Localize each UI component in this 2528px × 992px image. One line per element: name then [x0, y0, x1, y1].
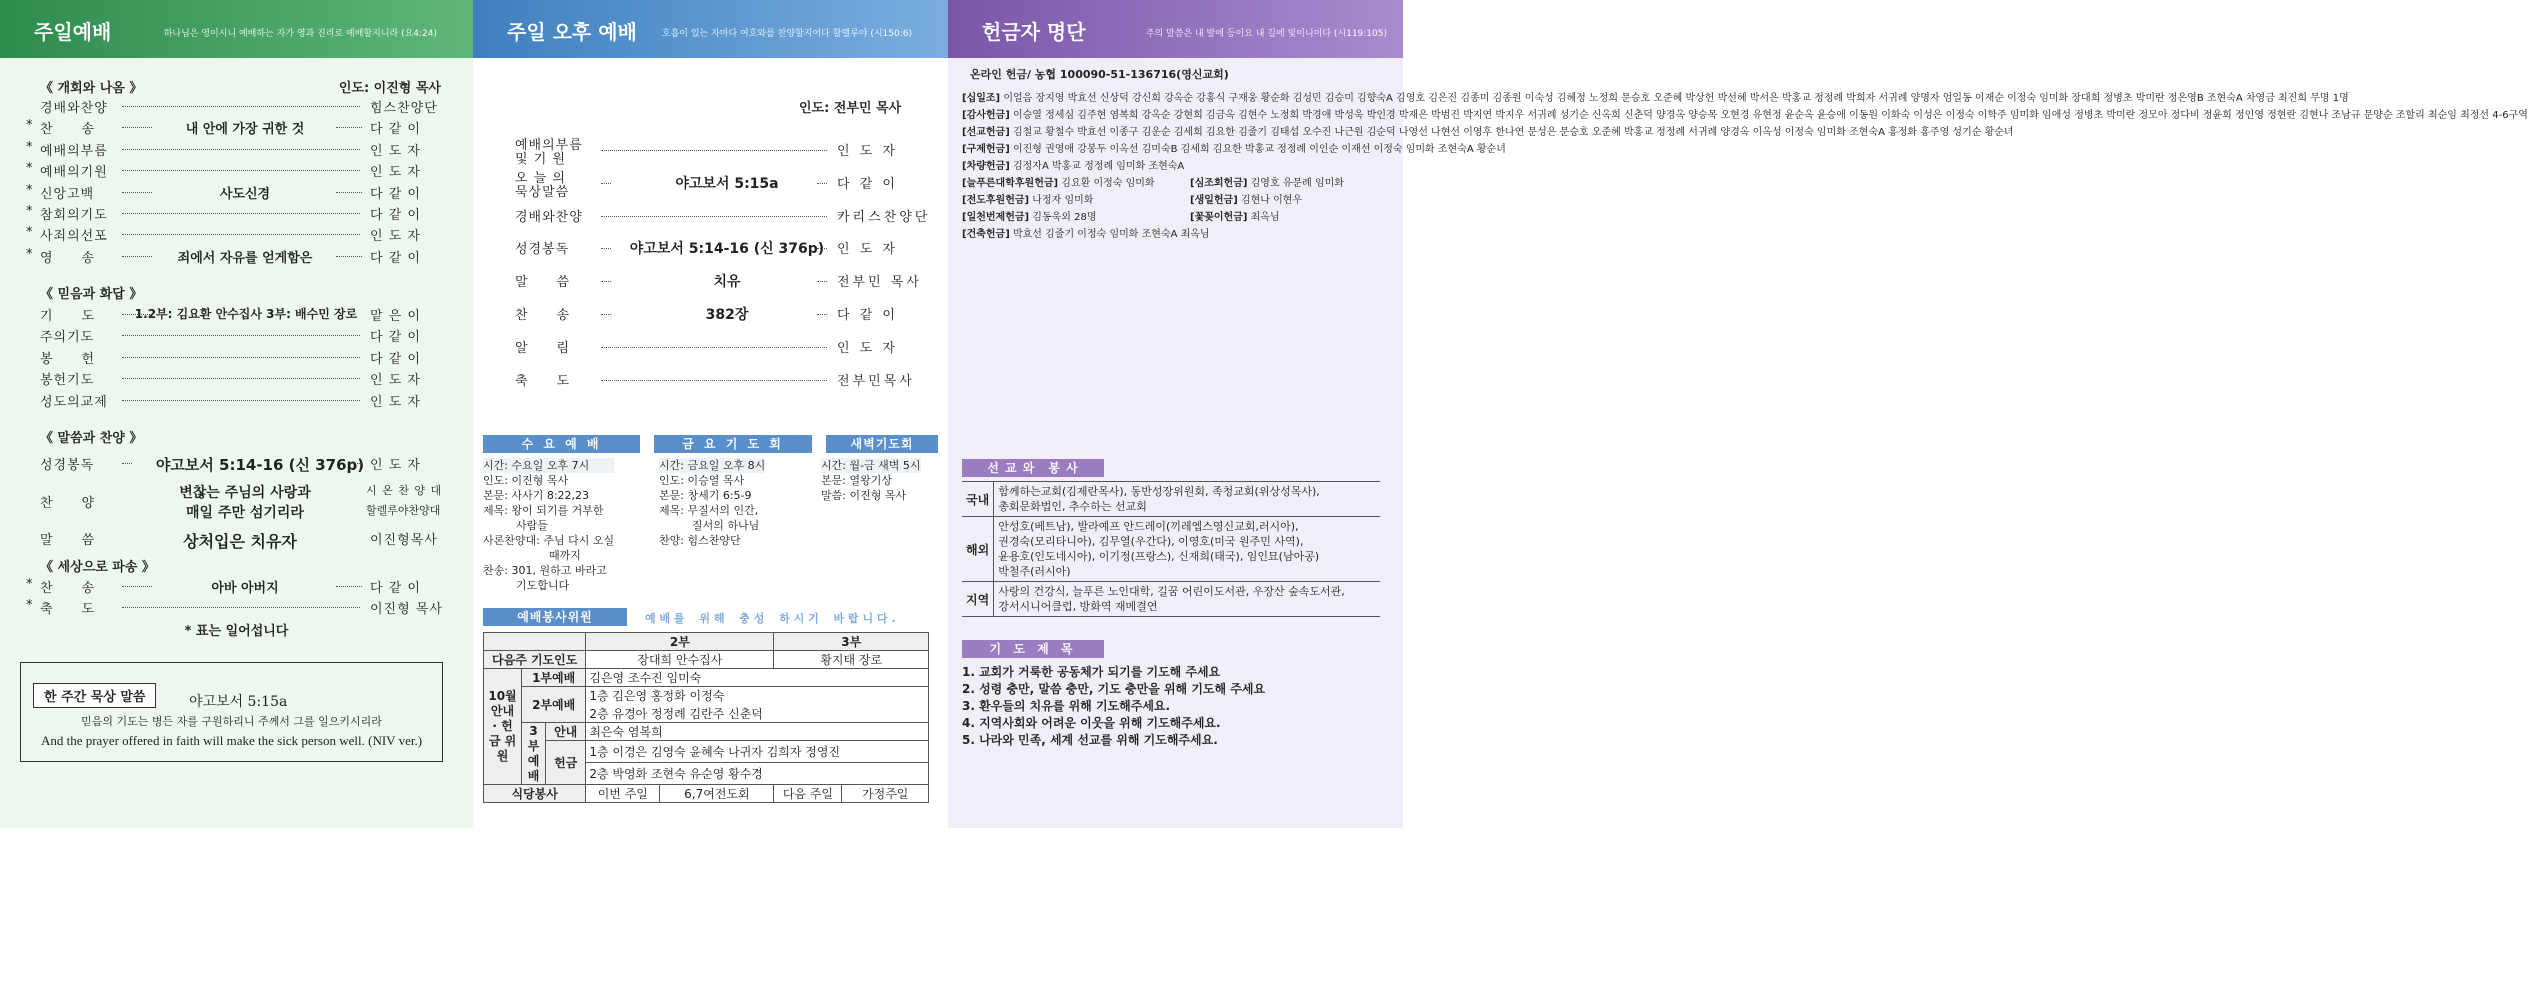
- kitchen-next-week-label: 다음 주일: [774, 785, 842, 802]
- second-service-ushers-1f: 1층 김은영 홍정화 이정숙: [586, 687, 929, 705]
- meditation-reference: 야고보서 5:15a: [189, 694, 288, 710]
- section-sending-title: 《 세상으로 파송 》: [40, 560, 155, 575]
- order-row-anthem: [40, 482, 442, 522]
- dotted-leader: [122, 335, 360, 336]
- donor-category-label: [건축헌금]: [962, 229, 1010, 240]
- order-performer: 다 같 이: [370, 186, 421, 202]
- order-performer: 카리스찬양단: [837, 209, 931, 225]
- detail-line: 본문: 사사기 8:22,23: [483, 489, 590, 502]
- order-row: [26, 204, 442, 223]
- dotted-leader: [122, 106, 360, 107]
- donor-category: [962, 175, 1390, 192]
- dotted-leader: [601, 380, 827, 381]
- afternoon-order-row: [515, 236, 915, 262]
- order-label: 봉 헌: [40, 351, 96, 367]
- donor-category-label: [심조회헌금]: [1190, 178, 1248, 189]
- detail-line: 시간: 금요일 오후 8시: [659, 459, 766, 472]
- wednesday-worship-header: 수 요 예 배: [483, 435, 640, 453]
- detail-line: 말씀: 이진형 목사: [821, 489, 907, 502]
- order-content: 내 안에 가장 귀한 것: [185, 122, 305, 138]
- friday-prayer-header: 금 요 기 도 회: [654, 435, 812, 453]
- order-row: [26, 577, 442, 596]
- order-performer: 다 같 이: [837, 176, 898, 192]
- guide-members: 최은숙 염복희: [586, 723, 929, 741]
- donor-category: [962, 192, 1390, 209]
- service-slogan: 예 배 를 위 해 충 성 하 시 기 바 랍 니 다 .: [645, 612, 896, 625]
- donor-names: 김요환 이정숙 임미화: [1061, 178, 1155, 189]
- donor-list-header: [948, 0, 1403, 58]
- prayer-topic: 1. 교회가 거룩한 공동체가 되기를 기도해 주세요: [962, 665, 1221, 679]
- afternoon-order-row: [515, 302, 915, 328]
- donor-category-label: [구제헌금]: [962, 144, 1010, 155]
- table-header-3rd: 3부: [774, 633, 929, 651]
- dotted-leader: [817, 314, 827, 315]
- order-row: [26, 161, 442, 181]
- mission-service-header: 선 교 와 봉 사: [962, 459, 1104, 477]
- detail-line: 찬양: 힘스찬양단: [659, 534, 741, 547]
- donor-category-2: [1190, 192, 1302, 209]
- order-performer: 다 같 이: [370, 330, 421, 346]
- order-row: [40, 348, 442, 366]
- donor-list-column: [948, 0, 2528, 828]
- order-performer-1: 시 온 찬 양 대: [366, 484, 443, 497]
- dotted-leader: [122, 256, 152, 257]
- detail-line: 질서의 하나님: [659, 519, 760, 532]
- order-performer: 인 도 자: [370, 373, 421, 389]
- order-content: 상처입은 치유자: [183, 532, 297, 551]
- order-performer: 이진형 목사: [370, 602, 443, 618]
- order-label: 경배와찬양: [515, 209, 583, 225]
- order-performer: 힘스찬양단: [370, 101, 438, 116]
- order-content: 죄에서 자유를 얻게함은: [177, 250, 313, 266]
- order-content: 야고보서 5:14-16 (신 376p): [629, 241, 825, 258]
- standing-note: * 표는 일어섭니다: [184, 624, 289, 639]
- mission-line: 안성호(베트남), 발라예프 안드레이(끼레엡스영신교회,러시아),: [998, 520, 1299, 533]
- detail-line: 본문: 창세기 6:5-9: [659, 489, 752, 502]
- friday-prayer-details: [659, 458, 765, 548]
- online-offering-account: 온라인 헌금/ 농협 100090-51-136716(영신교회): [970, 68, 1229, 81]
- order-row: [40, 326, 442, 344]
- sunday-worship-header: [0, 0, 473, 58]
- dotted-leader: [122, 607, 360, 608]
- mission-row: [962, 517, 1380, 582]
- donor-category-2: [1190, 209, 1280, 226]
- donor-category-label: [차량헌금]: [962, 161, 1010, 172]
- order-label: 봉헌기도: [40, 373, 95, 389]
- order-label: 주의기도: [40, 330, 95, 346]
- dotted-leader: [122, 149, 360, 150]
- order-content-1: 변찮는 주님의 사랑과: [179, 485, 311, 501]
- dawn-prayer-details: [821, 458, 921, 503]
- stand-marker: *: [26, 577, 33, 592]
- guide-label: 안내: [546, 723, 586, 741]
- weekly-meditation-box: [20, 662, 443, 762]
- dotted-leader: [122, 357, 360, 358]
- order-performer: 전부민목사: [837, 373, 915, 389]
- order-label: 찬 송: [40, 122, 96, 138]
- donor-category: [962, 141, 1506, 158]
- donor-list: [962, 90, 2528, 243]
- order-row-scripture: [40, 454, 442, 472]
- donor-names: 나정자 임미화: [1032, 195, 1094, 206]
- mission-line: 윤용호(인도네시아), 이기정(프랑스), 신재희(태국), 임인묘(남아공): [998, 550, 1320, 563]
- order-label: 알 림: [515, 340, 571, 356]
- order-label: 성경봉독: [40, 458, 95, 473]
- order-label: 기 도: [40, 309, 96, 324]
- stand-marker: *: [26, 246, 33, 262]
- sunday-worship-verse: 하나님은 영이시니 예배하는 자가 영과 진리로 예배할지니라 (요4:24): [163, 29, 437, 39]
- third-service-label: 3부 예배: [522, 723, 546, 785]
- october-ushers-label: 10월 안내 · 헌금 위원: [484, 669, 522, 785]
- kitchen-this-week-label: 이번 주일: [586, 785, 660, 802]
- kitchen-this-week: 6,7여전도회: [684, 787, 750, 801]
- opening-leader: 인도: 이진형 목사: [338, 81, 441, 96]
- section-word-title: 《 말씀과 찬양 》: [40, 431, 143, 446]
- donor-category-label: [생일헌금]: [1190, 195, 1238, 206]
- next-prayer-3rd: 황지태 장로: [774, 651, 929, 669]
- order-row: [40, 305, 442, 323]
- mission-label: 국내: [962, 482, 994, 517]
- detail-line: 인도: 이진형 목사: [483, 474, 569, 487]
- donor-category-2: [1190, 175, 1344, 192]
- order-performer: 다 같 이: [370, 581, 421, 596]
- donor-names: 김철교 황철수 박효선 이종구 김운순 김세희 김요한 김줄기 김태섭 오수진 나근원 김순덕 나영선 나현선 이영후 한나연 문성은 문승호 오준혜 박홍교 정정례 서귀례 양경옥 이옥성 이정숙 임미화 조현숙A 홍정화 홍주영 성기순 황순녀: [1012, 127, 2014, 138]
- order-label: 참회의기도: [40, 208, 108, 223]
- order-performer: 인 도 자: [837, 242, 898, 258]
- order-label: 성경봉독: [515, 242, 570, 258]
- section-opening-title: 《 개회와 나옴 》: [40, 81, 143, 96]
- donor-category: [962, 107, 2528, 124]
- detail-line: 찬송: 301, 원하고 바라고: [483, 564, 607, 577]
- order-row: [40, 369, 442, 387]
- afternoon-worship-title: 주일 오후 예배: [507, 20, 637, 44]
- dotted-leader: [601, 216, 827, 217]
- order-label: 예배의부름: [40, 143, 108, 159]
- donor-names: 김동욱외 28명: [1032, 212, 1097, 223]
- detail-line: 시간: 수요일 오후 7시: [483, 458, 614, 473]
- order-row: [26, 598, 443, 618]
- afternoon-worship-header: [473, 0, 948, 58]
- dotted-leader: [122, 213, 360, 214]
- order-content: 야고보서 5:15a: [675, 175, 779, 192]
- mission-line: 사랑의 건강식, 늘푸른 노인대학, 길꿈 어린이도서관, 우장산 숲속도서관,: [998, 585, 1345, 598]
- second-service-label: 2부예배: [522, 687, 586, 723]
- order-performer: 이진형목사: [370, 533, 438, 548]
- prayer-topics-list: [962, 664, 1265, 749]
- mission-table: [962, 481, 1380, 617]
- dotted-leader: [601, 347, 827, 348]
- donor-category-label: [감사헌금]: [962, 110, 1010, 121]
- stand-marker: *: [26, 161, 33, 177]
- prayer-topic: 3. 환우들의 치유를 위해 기도해주세요.: [962, 699, 1171, 713]
- order-label: 찬 송: [40, 581, 96, 596]
- donor-category: [962, 124, 2014, 141]
- order-performer: 인 도 자: [370, 143, 421, 159]
- dotted-leader: [601, 150, 827, 151]
- order-row: [26, 182, 442, 202]
- order-label: 예배의부름: [515, 138, 583, 153]
- afternoon-order-row: [515, 170, 915, 200]
- first-service-label: 1부예배: [522, 669, 586, 687]
- stand-marker: *: [26, 204, 33, 219]
- mission-line: 총회문화법인, 추수하는 선교회: [998, 500, 1147, 513]
- offering-members-1f: 1층 이경은 김영숙 윤혜숙 나귀자 김희자 정영진: [586, 741, 929, 763]
- detail-line: 인도: 이승열 목사: [659, 474, 745, 487]
- order-performer: 다 같 이: [370, 208, 421, 223]
- dotted-leader: [817, 183, 827, 184]
- order-performer: 전부민 목사: [837, 275, 922, 291]
- prayer-topics-header: 기 도 제 목: [962, 640, 1104, 658]
- mission-content: [994, 582, 1380, 617]
- dawn-prayer-header: 새벽기도회: [826, 435, 938, 453]
- order-performer: 다 같 이: [837, 308, 898, 323]
- next-prayer-label: 다음주 기도인도: [484, 651, 586, 669]
- dotted-leader: [122, 127, 152, 128]
- dotted-leader: [817, 248, 827, 249]
- detail-line: 제목: 무질서의 인간,: [659, 504, 759, 517]
- mission-line: 권경숙(모리타니아), 김무열(우간다), 이영호(미국 원주민 사역),: [998, 535, 1304, 548]
- kitchen-next-week: 가정주일: [862, 787, 909, 801]
- stand-marker: *: [26, 225, 33, 241]
- afternoon-worship-verse: 호흡이 있는 자마다 여호와를 찬양할지어다 할렐루야 (시150:6): [661, 29, 912, 39]
- donor-category-label: [늘푸른대학후원헌금]: [962, 178, 1059, 189]
- mission-label: 지역: [962, 582, 994, 617]
- meditation-korean: 믿음의 기도는 병든 자를 구원하리니 주께서 그를 일으키시리라: [81, 715, 382, 728]
- order-performer: 인 도 자: [837, 144, 898, 159]
- order-content: 사도신경: [219, 186, 271, 202]
- dotted-leader: [601, 183, 611, 184]
- donor-list-verse: 주의 말씀은 내 발에 등이요 내 길에 빛이니이다 (시119:105): [1145, 29, 1387, 39]
- order-row-sermon: [40, 529, 442, 551]
- donor-category: [962, 90, 2349, 107]
- second-service-ushers-2f: 2층 유경아 정정례 김란주 신춘덕: [586, 705, 929, 723]
- dotted-leader: [336, 192, 362, 193]
- dotted-leader: [601, 314, 611, 315]
- mission-line: 함께하는교회(김제란목사), 동반성장위원회, 족청교회(위상성목사),: [998, 485, 1320, 498]
- prayer-topic: 5. 나라와 민족, 세계 선교를 위해 기도해주세요.: [962, 733, 1218, 747]
- order-label: 찬 양: [40, 496, 96, 511]
- order-label: 말 씀: [515, 275, 571, 291]
- stand-marker: *: [26, 598, 33, 614]
- order-row: [26, 225, 442, 245]
- prayer-topic: 4. 지역사회와 어려운 이웃을 위해 기도해주세요.: [962, 716, 1221, 730]
- meditation-english: And the prayer offered in faith will make the sick person well. (NIV ver.): [40, 733, 423, 748]
- donor-category: [962, 226, 1390, 243]
- afternoon-order-row: [515, 335, 915, 361]
- sunday-worship-title: 주일예배: [34, 20, 112, 44]
- order-label: 말 씀: [40, 533, 96, 548]
- mission-content: [994, 517, 1380, 582]
- order-content: 382장: [705, 307, 749, 323]
- dotted-leader: [601, 281, 611, 282]
- order-label: 성도의교제: [40, 394, 108, 410]
- stand-marker: *: [26, 139, 33, 155]
- donor-names: 김영호 유문례 임미화: [1250, 178, 1344, 189]
- donor-names: 최옥님: [1250, 212, 1280, 223]
- order-sub-label: 및 기 원: [515, 152, 566, 167]
- order-sub-label: 묵상말씀: [515, 184, 570, 200]
- table-header-2nd: 2부: [586, 633, 774, 651]
- order-performer: 다 같 이: [370, 250, 421, 266]
- afternoon-worship-column: [473, 0, 948, 828]
- sunday-worship-column: [0, 0, 473, 828]
- stand-marker: *: [26, 118, 33, 134]
- order-performer: 인 도 자: [370, 394, 421, 410]
- detail-line: 본문: 열왕기상: [821, 474, 892, 487]
- detail-line: 사론찬양대: 주님 다시 오실: [483, 534, 615, 547]
- donor-names: 박효선 김줄기 이정숙 임미화 조현숙A 최옥님: [1012, 229, 1210, 240]
- afternoon-order-row: [515, 368, 915, 394]
- donor-category-label: [전도후원헌금]: [962, 195, 1030, 206]
- first-service-ushers: 김은영 조수진 임미숙: [586, 669, 929, 687]
- section-faith-title: 《 믿음과 화답 》: [40, 287, 143, 302]
- order-label: 오 늘 의: [515, 170, 566, 186]
- meditation-title: 한 주간 묵상 말씀: [33, 683, 156, 708]
- donor-category: [962, 158, 1390, 175]
- donor-category-label: [일천번제헌금]: [962, 212, 1030, 223]
- order-performer: 인 도 자: [370, 229, 421, 245]
- order-row: [26, 139, 442, 159]
- mission-row: [962, 482, 1380, 517]
- mission-line: 강서시니어클럽, 방화역 재메결연: [998, 600, 1158, 613]
- afternoon-leader: 인도: 전부민 목사: [799, 101, 902, 116]
- order-performer: 다 같 이: [370, 351, 421, 367]
- order-row: [26, 246, 442, 266]
- dotted-leader: [122, 586, 152, 587]
- order-label: 예배의기원: [40, 165, 108, 181]
- donor-names: 이얼음 장지영 박효선 신상덕 강신희 강옥순 강홍식 구재웅 황순화 김성민 김승미 김향숙A 김영호 김은진 김종미 김종원 이숙성 김혜정 노정희 문승호 오준혜 박상헌 박선혜 박서은 박홍교 정정례 박희자 서귀례 양명자 엄일동 이재순 이정숙 임미화 장대희 정병초 박미란 정은영B 조현숙A 차영금 최진희 무명 1명: [1003, 93, 2349, 104]
- donor-category-label: [선교헌금]: [962, 127, 1010, 138]
- detail-line: 기도합니다: [483, 579, 570, 592]
- next-prayer-2nd: 장대희 안수집사: [586, 651, 774, 669]
- order-performer: 맡 은 이: [370, 309, 421, 324]
- stand-marker: *: [26, 182, 33, 198]
- order-row: [40, 97, 442, 115]
- detail-line: 사람들: [483, 519, 548, 532]
- dotted-leader: [122, 400, 360, 401]
- donor-names: 김정자A 박홍교 정정례 임미화 조현숙A: [1012, 161, 1185, 172]
- order-performer: 인 도 자: [837, 340, 898, 356]
- service-committee-header: 예배봉사위원: [483, 608, 627, 626]
- detail-line: 시간: 월-금 새벽 5시: [821, 459, 921, 472]
- donor-names: 이승열 정세심 김주현 염복희 강옥순 강현희 김금옥 김현수 노정희 박경애 박성욱 박인경 박재은 박범진 박지연 박지우 서귀례 성기순 신옥희 신춘덕 양경옥 양승목 오현경 유현정 윤순옥 윤승애 이동원 이화숙 이성은 이정숙 이학주 임미화 임애성 정병초 박미란 정모아 정다비 정윤희 정인영 정현란 김현나 조남규 문양순 조할리 최순임 최정선 4-6구역: [1012, 110, 2528, 121]
- mission-line: 박철주(러시아): [998, 565, 1071, 578]
- service-committee-table: [483, 632, 929, 803]
- order-performer: 인 도 자: [370, 458, 421, 473]
- order-label: 영 송: [40, 250, 96, 266]
- order-performer: 다 같 이: [370, 122, 421, 138]
- order-content-2: 매일 주만 섬기리라: [186, 505, 304, 521]
- order-row: [26, 118, 442, 138]
- dotted-leader: [336, 586, 362, 587]
- dotted-leader: [122, 378, 360, 379]
- order-label: 사죄의선포: [40, 229, 108, 245]
- order-performer: 인 도 자: [370, 165, 421, 181]
- detail-line: 제목: 왕이 되기를 거부한: [483, 504, 604, 517]
- donor-category-label: [십일조]: [962, 93, 1001, 104]
- donor-names: 이진형 권영애 강봉두 이옥선 김미숙B 김세희 김요한 박홍교 정정례 이인순 이재선 이정숙 임미화 조현숙A 황순녀: [1012, 144, 1506, 155]
- donor-category: [962, 209, 1390, 226]
- dotted-leader: [336, 256, 362, 257]
- detail-line: 때까지: [483, 549, 581, 562]
- dotted-leader: [122, 192, 152, 193]
- order-content: 1.2부: 김요환 안수집사 3부: 배수민 장로: [134, 307, 358, 321]
- order-row: [40, 391, 442, 409]
- order-content: 아바 아버지: [211, 581, 279, 596]
- dotted-leader: [122, 170, 360, 171]
- order-label: 경배와찬양: [40, 101, 108, 116]
- order-label: 찬 송: [515, 308, 571, 323]
- dotted-leader: [601, 248, 611, 249]
- mission-content: [994, 482, 1380, 517]
- offering-label: 헌금: [546, 741, 586, 785]
- wednesday-worship-details: [483, 458, 614, 593]
- afternoon-order-row: [515, 204, 931, 230]
- donor-category-label: [꽃꽂이헌금]: [1190, 212, 1248, 223]
- order-content: 치유: [713, 274, 741, 291]
- order-label: 축 도: [515, 373, 571, 389]
- afternoon-order-row: [515, 269, 922, 295]
- offering-members-2f: 2층 박영화 조현숙 유순영 황수경: [586, 763, 929, 785]
- dotted-leader: [336, 127, 362, 128]
- prayer-topic: 2. 성령 충만, 말씀 충만, 기도 충만을 위해 기도해 주세요: [962, 682, 1266, 696]
- donor-list-title: 헌금자 명단: [982, 20, 1086, 44]
- mission-row: [962, 582, 1380, 617]
- order-label: 신앙고백: [40, 186, 95, 202]
- mission-label: 해외: [962, 517, 994, 582]
- order-label: 축 도: [40, 602, 96, 618]
- afternoon-order-row: [515, 138, 915, 167]
- order-content: 야고보서 5:14-16 (신 376p): [155, 456, 365, 474]
- dotted-leader: [817, 281, 827, 282]
- kitchen-service-label: 식당봉사: [484, 785, 586, 803]
- donor-names: 김현나 이현우: [1240, 195, 1303, 206]
- order-performer-2: 할렐루야찬양대: [366, 504, 441, 517]
- dotted-leader: [122, 234, 360, 235]
